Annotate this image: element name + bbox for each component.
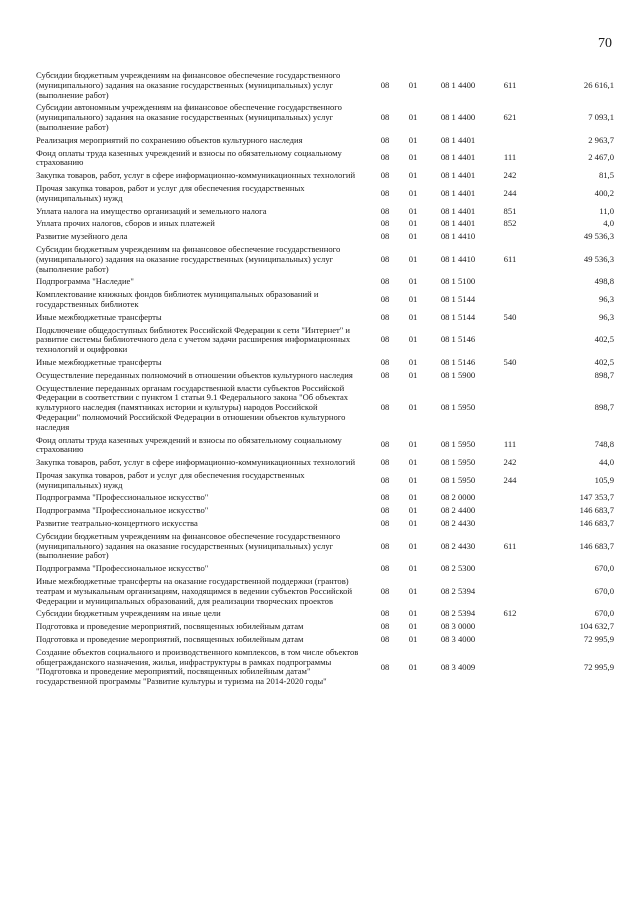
table-row — [36, 244, 614, 276]
row-subsection: 01 — [408, 152, 418, 163]
row-amount: 49 536,3 — [583, 231, 614, 242]
row-name: Субсидии бюджетным учреждениям на финансовое обеспечение государственного (муниципального) задания на оказание государственных (муниципальных) услуг (выполнение работ) — [36, 530, 341, 561]
row-section: 08 — [380, 540, 390, 551]
row-amount: 898,7 — [594, 402, 614, 413]
row-section: 08 — [380, 112, 390, 123]
row-section: 08 — [380, 492, 390, 503]
row-name: Субсидии бюджетным учреждениям на финансовое обеспечение государственного (муниципального) задания на оказание государственных (муниципальных) услуг (выполнение работ) — [36, 70, 341, 100]
table-row — [36, 435, 614, 458]
row-subsection: 01 — [408, 621, 418, 632]
row-expense-type — [490, 325, 530, 357]
row-expense-type: 242 — [503, 170, 517, 181]
row-name: Подпрограмма "Наследие" — [36, 276, 134, 287]
row-target-code: 08 1 5950 — [440, 402, 476, 413]
table-row — [36, 457, 614, 470]
row-target-code: 08 1 4400 — [440, 79, 476, 90]
row-name: Иные межбюджетные трансферты — [36, 311, 162, 322]
row-subsection: 01 — [408, 518, 418, 529]
row-name: Иные межбюджетные трансферты — [36, 356, 162, 367]
row-section: 08 — [380, 311, 390, 322]
row-name: Создание объектов социального и производственного комплексов, в том числе объектов общегражданского назначения, жилья, инфраструктуры в рамках подпрограммы "Подготовка и проведение мероприятий, посвященных юбилейным датам" государственной программы "Развитие культуры и туризма на 2014-2020 годы" — [36, 646, 359, 687]
row-expense-type — [490, 576, 530, 608]
row-amount: 72 995,9 — [583, 661, 614, 672]
row-expense-type: 540 — [503, 356, 517, 367]
row-amount: 2 963,7 — [588, 134, 614, 145]
row-section: 08 — [380, 608, 390, 619]
table-row — [36, 289, 614, 312]
row-target-code: 08 1 5100 — [440, 276, 476, 287]
row-target-code: 08 2 5300 — [440, 563, 476, 574]
row-expense-type: 111 — [503, 152, 517, 163]
table-row — [36, 492, 614, 505]
row-expense-type — [490, 634, 530, 647]
row-expense-type — [490, 563, 530, 576]
row-target-code: 08 1 4401 — [440, 187, 476, 198]
row-name: Фонд оплаты труда казенных учреждений и взносы по обязательному социальному страхованию — [36, 147, 342, 168]
row-amount: 146 683,7 — [579, 505, 614, 516]
row-amount: 898,7 — [594, 369, 614, 380]
row-target-code: 08 2 4400 — [440, 505, 476, 516]
row-subsection: 01 — [408, 505, 418, 516]
table-row — [36, 634, 614, 647]
row-section: 08 — [380, 152, 390, 163]
row-amount: 402,5 — [594, 356, 614, 367]
row-expense-type: 612 — [503, 608, 517, 619]
row-target-code: 08 2 0000 — [440, 492, 476, 503]
row-section: 08 — [380, 621, 390, 632]
table-row — [36, 531, 614, 563]
row-amount: 498,8 — [594, 276, 614, 287]
row-expense-type: 851 — [503, 205, 517, 216]
table-row — [36, 505, 614, 518]
row-section: 08 — [380, 474, 390, 485]
row-expense-type: 611 — [503, 540, 517, 551]
row-amount: 748,8 — [594, 439, 614, 450]
row-section: 08 — [380, 585, 390, 596]
row-name: Закупка товаров, работ, услуг в сфере информационно-коммуникационных технологий — [36, 170, 356, 181]
row-section: 08 — [380, 218, 390, 229]
row-amount: 26 616,1 — [583, 79, 614, 90]
row-expense-type: 244 — [503, 474, 517, 485]
row-subsection: 01 — [408, 608, 418, 619]
row-section: 08 — [380, 402, 390, 413]
table-row — [36, 608, 614, 621]
table-row — [36, 647, 614, 689]
row-target-code: 08 1 5146 — [440, 356, 476, 367]
row-subsection: 01 — [408, 205, 418, 216]
row-expense-type: 540 — [503, 311, 517, 322]
row-amount: 146 683,7 — [579, 518, 614, 529]
row-section: 08 — [380, 205, 390, 216]
row-subsection: 01 — [408, 563, 418, 574]
row-target-code: 08 1 5950 — [440, 457, 476, 468]
row-expense-type — [490, 647, 530, 689]
row-subsection: 01 — [408, 661, 418, 672]
table-row — [36, 470, 614, 493]
table-row — [36, 518, 614, 531]
row-name: Подключение общедоступных библиотек Российской Федерации к сети "Интернет" и развитие системы библиотечного дела с учетом задачи расширения информационных технологий и оцифровки — [36, 324, 351, 355]
row-section: 08 — [380, 661, 390, 672]
row-target-code: 08 2 4430 — [440, 540, 476, 551]
row-amount: 4,0 — [603, 218, 614, 229]
row-subsection: 01 — [408, 492, 418, 503]
row-name: Развитие музейного дела — [36, 231, 128, 242]
table-row — [36, 312, 614, 325]
row-target-code: 08 1 5900 — [440, 369, 476, 380]
row-amount: 670,0 — [594, 608, 614, 619]
row-name: Развитие театрально-концертного искусства — [36, 518, 198, 529]
row-subsection: 01 — [408, 369, 418, 380]
row-expense-type — [490, 518, 530, 531]
row-expense-type: 621 — [503, 112, 517, 123]
row-subsection: 01 — [408, 457, 418, 468]
row-subsection: 01 — [408, 540, 418, 551]
row-subsection: 01 — [408, 253, 418, 264]
row-section: 08 — [380, 79, 390, 90]
row-section: 08 — [380, 276, 390, 287]
row-subsection: 01 — [408, 311, 418, 322]
row-name: Прочая закупка товаров, работ и услуг для обеспечения государственных (муниципальных) нужд — [36, 182, 305, 203]
row-subsection: 01 — [408, 134, 418, 145]
row-section: 08 — [380, 563, 390, 574]
row-subsection: 01 — [408, 276, 418, 287]
table-row — [36, 231, 614, 244]
row-target-code: 08 1 4410 — [440, 231, 476, 242]
page-number: 70 — [598, 36, 612, 51]
row-name: Реализация мероприятий по сохранению объектов культурного наследия — [36, 134, 303, 145]
row-target-code: 08 2 5394 — [440, 585, 476, 596]
row-section: 08 — [380, 231, 390, 242]
table-row — [36, 135, 614, 148]
table-row — [36, 276, 614, 289]
row-subsection: 01 — [408, 585, 418, 596]
table-row — [36, 357, 614, 370]
row-expense-type — [490, 135, 530, 148]
row-target-code: 08 1 5950 — [440, 439, 476, 450]
row-target-code: 08 1 5146 — [440, 334, 476, 345]
row-subsection: 01 — [408, 79, 418, 90]
row-amount: 96,3 — [598, 294, 614, 305]
row-section: 08 — [380, 457, 390, 468]
row-target-code: 08 3 4000 — [440, 634, 476, 645]
row-target-code: 08 2 4430 — [440, 518, 476, 529]
row-subsection: 01 — [408, 356, 418, 367]
row-subsection: 01 — [408, 474, 418, 485]
row-subsection: 01 — [408, 187, 418, 198]
row-amount: 11,0 — [599, 205, 614, 216]
row-target-code: 08 1 4401 — [440, 134, 476, 145]
row-target-code: 08 1 4400 — [440, 112, 476, 123]
row-amount: 670,0 — [594, 585, 614, 596]
row-name: Субсидии бюджетным учреждениям на иные цели — [36, 608, 221, 619]
row-section: 08 — [380, 170, 390, 181]
row-amount: 44,0 — [598, 457, 614, 468]
row-target-code: 08 1 5144 — [440, 311, 476, 322]
row-section: 08 — [380, 505, 390, 516]
table-row — [36, 621, 614, 634]
row-name: Подпрограмма "Профессиональное искусство" — [36, 492, 209, 503]
row-target-code: 08 1 4401 — [440, 205, 476, 216]
table-row — [36, 563, 614, 576]
row-target-code: 08 1 4401 — [440, 152, 476, 163]
table-row — [36, 383, 614, 435]
row-name: Подготовка и проведение мероприятий, посвященных юбилейным датам — [36, 621, 304, 632]
row-section: 08 — [380, 253, 390, 264]
row-amount: 81,5 — [598, 170, 614, 181]
row-target-code: 08 1 4401 — [440, 170, 476, 181]
row-section: 08 — [380, 134, 390, 145]
table-body — [36, 70, 614, 689]
row-target-code: 08 1 4410 — [440, 253, 476, 264]
table-row — [36, 218, 614, 231]
row-section: 08 — [380, 187, 390, 198]
row-subsection: 01 — [408, 231, 418, 242]
row-target-code: 08 1 4401 — [440, 218, 476, 229]
row-name: Подготовка и проведение мероприятий, посвященных юбилейным датам — [36, 634, 304, 645]
row-section: 08 — [380, 356, 390, 367]
row-name: Фонд оплаты труда казенных учреждений и взносы по обязательному социальному страхованию — [36, 434, 342, 455]
row-name: Уплата прочих налогов, сборов и иных платежей — [36, 218, 215, 229]
row-subsection: 01 — [408, 402, 418, 413]
row-name: Подпрограмма "Профессиональное искусство" — [36, 563, 209, 574]
row-expense-type: 611 — [503, 79, 517, 90]
row-amount: 49 536,3 — [583, 253, 614, 264]
row-target-code: 08 2 5394 — [440, 608, 476, 619]
row-name: Комплектование книжных фондов библиотек муниципальных образований и государственных библиотек — [36, 289, 319, 309]
row-name: Прочая закупка товаров, работ и услуг для обеспечения государственных (муниципальных) нужд — [36, 469, 305, 490]
table-row — [36, 70, 614, 102]
table-row — [36, 325, 614, 357]
row-expense-type — [490, 621, 530, 634]
row-amount: 96,3 — [598, 311, 614, 322]
table-row — [36, 206, 614, 219]
row-name: Осуществление переданных органам государственной власти субъектов Российской Федерации в соответствии с пунктом 1 статьи 9.1 Федерального закона "Об объектах культурного наследия (памятниках истории и культуры) народов Российской Федерации" полномочий Российской Федерации в отношении объектов культурного наследия — [36, 382, 349, 432]
row-section: 08 — [380, 369, 390, 380]
table-row — [36, 370, 614, 383]
row-target-code: 08 1 5950 — [440, 474, 476, 485]
row-expense-type — [490, 492, 530, 505]
table-row — [36, 183, 614, 206]
row-amount: 147 353,7 — [579, 492, 614, 503]
table-row — [36, 576, 614, 608]
row-expense-type — [490, 505, 530, 518]
table-row — [36, 170, 614, 183]
row-subsection: 01 — [408, 439, 418, 450]
row-expense-type: 611 — [503, 253, 517, 264]
row-expense-type: 852 — [503, 218, 517, 229]
row-expense-type — [490, 370, 530, 383]
table-row — [36, 148, 614, 171]
row-amount: 146 683,7 — [579, 540, 614, 551]
budget-table — [36, 70, 614, 689]
row-expense-type — [490, 289, 530, 312]
table-row — [36, 102, 614, 134]
row-name: Иные межбюджетные трансферты на оказание государственной поддержки (грантов) театрам и музыкальным организациям, находящимся в ведении субъектов Российской Федерации и муниципальных образований, для реализации творческих проектов — [36, 576, 353, 606]
row-name: Уплата налога на имущество организаций и земельного налога — [36, 205, 267, 216]
row-expense-type: 111 — [503, 439, 517, 450]
row-section: 08 — [380, 439, 390, 450]
row-amount: 670,0 — [594, 563, 614, 574]
row-name: Осуществление переданных полномочий в отношении объектов культурного наследия — [36, 369, 353, 380]
row-subsection: 01 — [408, 170, 418, 181]
row-subsection: 01 — [408, 218, 418, 229]
row-subsection: 01 — [408, 334, 418, 345]
row-target-code: 08 1 5144 — [440, 294, 476, 305]
row-name: Субсидии автономным учреждениям на финансовое обеспечение государственного (муниципального) задания на оказание государственных (муниципальных) услуг (выполнение работ) — [36, 102, 342, 132]
row-amount: 72 995,9 — [583, 634, 614, 645]
row-section: 08 — [380, 518, 390, 529]
row-expense-type — [490, 276, 530, 289]
row-name: Подпрограмма "Профессиональное искусство" — [36, 505, 209, 516]
row-amount: 402,5 — [594, 334, 614, 345]
row-section: 08 — [380, 634, 390, 645]
row-amount: 7 093,1 — [588, 112, 614, 123]
row-target-code: 08 3 4009 — [440, 661, 476, 672]
row-amount: 104 632,7 — [579, 621, 614, 632]
row-target-code: 08 3 0000 — [440, 621, 476, 632]
row-subsection: 01 — [408, 294, 418, 305]
row-expense-type — [490, 231, 530, 244]
row-amount: 400,2 — [594, 187, 614, 198]
row-amount: 2 467,0 — [588, 152, 614, 163]
row-subsection: 01 — [408, 112, 418, 123]
row-expense-type: 244 — [503, 187, 517, 198]
row-expense-type — [490, 383, 530, 435]
row-amount: 105,9 — [594, 474, 614, 485]
row-expense-type: 242 — [503, 457, 517, 468]
row-name: Субсидии бюджетным учреждениям на финансовое обеспечение государственного (муниципального) задания на оказание государственных (муниципальных) услуг (выполнение работ) — [36, 243, 341, 274]
row-section: 08 — [380, 294, 390, 305]
row-subsection: 01 — [408, 634, 418, 645]
row-name: Закупка товаров, работ, услуг в сфере информационно-коммуникационных технологий — [36, 457, 356, 468]
row-section: 08 — [380, 334, 390, 345]
